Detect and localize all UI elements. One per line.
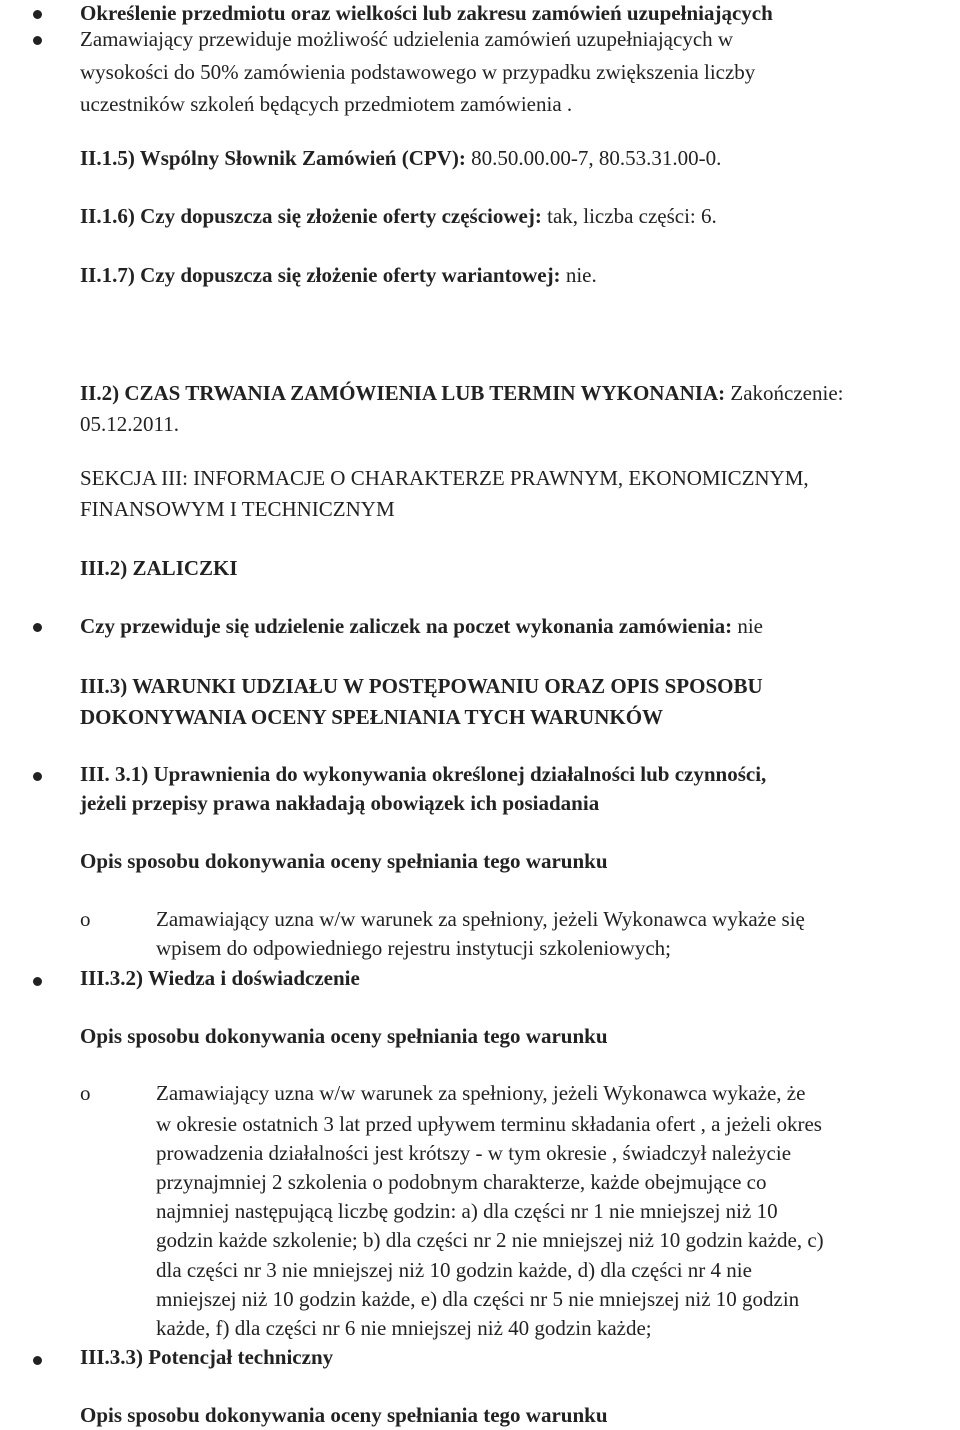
duration-value: Zakończenie: bbox=[725, 381, 844, 405]
cond-2-text: godzin każde szkolenie; b) dla części nr 2 nie mniejszej niż 10 godzin każde, c) bbox=[156, 1228, 824, 1252]
bullet bbox=[33, 1356, 42, 1365]
cond-1-heading-cont: jeżeli przepisy prawa nakładają obowiązek ich posiadania bbox=[80, 791, 600, 815]
paragraph-line: Zamawiający przewiduje możliwość udzielenia zamówień uzupełniających w bbox=[80, 27, 734, 51]
cond-2-text: mniejszej niż 10 godzin każde, e) dla części nr 5 nie mniejszej niż 10 godzin bbox=[156, 1287, 800, 1311]
bullet bbox=[33, 10, 42, 19]
zaliczki-line bbox=[80, 613, 763, 639]
cpv-value: 80.50.00.00-7, 80.53.31.00-0. bbox=[465, 146, 722, 170]
cond-2-text: każde, f) dla części nr 6 nie mniejszej niż 40 godzin każde; bbox=[156, 1316, 652, 1340]
bullet bbox=[33, 977, 42, 986]
section-3-title: SEKCJA III: INFORMACJE O CHARAKTERZE PRAWNYM, EKONOMICZNYM, bbox=[80, 466, 809, 490]
cond-2-opis: Opis sposobu dokonywania oceny spełniania tego warunku bbox=[80, 1024, 608, 1048]
bullet bbox=[33, 772, 42, 781]
paragraph-line: uczestników szkoleń będących przedmiotem zamówienia . bbox=[80, 92, 573, 116]
cond-3-heading: III.3.3) Potencjał techniczny bbox=[80, 1345, 334, 1369]
sub-bullet-marker: o bbox=[80, 1081, 91, 1105]
variant-offer-value: nie. bbox=[560, 263, 597, 287]
duration-label: II.2) CZAS TRWANIA ZAMÓWIENIA LUB TERMIN WYKONANIA: bbox=[80, 381, 726, 405]
partial-offer-label: II.1.6) Czy dopuszcza się złożenie oferty częściowej: bbox=[80, 204, 542, 228]
variant-offer-label: II.1.7) Czy dopuszcza się złożenie oferty wariantowej: bbox=[80, 263, 561, 287]
warunki-heading-cont: DOKONYWANIA OCENY SPEŁNIANIA TYCH WARUNKÓW bbox=[80, 705, 664, 729]
partial-offer-value: tak, liczba części: 6. bbox=[541, 204, 717, 228]
cond-1-heading: III. 3.1) Uprawnienia do wykonywania określonej działalności lub czynności, bbox=[80, 762, 767, 786]
cond-2-text: prowadzenia działalności jest krótszy - w tym okresie , świadczył należycie bbox=[156, 1141, 792, 1165]
bullet bbox=[33, 623, 42, 632]
duration-line bbox=[80, 380, 843, 406]
cond-2-heading: III.3.2) Wiedza i doświadczenie bbox=[80, 966, 360, 990]
zaliczki-question: Czy przewiduje się udzielenie zaliczek na poczet wykonania zamówienia: bbox=[80, 614, 733, 638]
cond-2-text: w okresie ostatnich 3 lat przed upływem terminu składania ofert , a jeżeli okres bbox=[156, 1112, 822, 1136]
zaliczki-answer: nie bbox=[732, 614, 763, 638]
cond-1-text: wpisem do odpowiedniego rejestru instytucji szkoleniowych; bbox=[156, 936, 671, 960]
cpv-line bbox=[80, 145, 721, 171]
paragraph-line: wysokości do 50% zamówienia podstawowego w przypadku zwiększenia liczby bbox=[80, 60, 756, 84]
section-3-title-cont: FINANSOWYM I TECHNICZNYM bbox=[80, 497, 395, 521]
cond-2-text: najmniej następującą liczbę godzin: a) dla części nr 1 nie mniejszej niż 10 bbox=[156, 1199, 778, 1223]
cond-2-text: przynajmniej 2 szkolenia o podobnym charakterze, każde obejmujące co bbox=[156, 1170, 767, 1194]
cond-3-opis: Opis sposobu dokonywania oceny spełniania tego warunku bbox=[80, 1403, 608, 1427]
sub-bullet-marker: o bbox=[80, 907, 91, 931]
cond-2-text: dla części nr 3 nie mniejszej niż 10 godzin każde, d) dla części nr 4 nie bbox=[156, 1258, 752, 1282]
cond-2-text: Zamawiający uzna w/w warunek za spełniony, jeżeli Wykonawca wykaże, że bbox=[156, 1081, 806, 1105]
cpv-label: II.1.5) Wspólny Słownik Zamówień (CPV): bbox=[80, 146, 466, 170]
warunki-heading: III.3) WARUNKI UDZIAŁU W POSTĘPOWANIU ORAZ OPIS SPOSOBU bbox=[80, 674, 763, 698]
cond-1-opis: Opis sposobu dokonywania oceny spełniania tego warunku bbox=[80, 849, 608, 873]
partial-offer-line bbox=[80, 203, 717, 229]
duration-date: 05.12.2011. bbox=[80, 412, 179, 436]
variant-offer-line bbox=[80, 262, 597, 288]
cond-1-text: Zamawiający uzna w/w warunek za spełniony, jeżeli Wykonawca wykaże się bbox=[156, 907, 805, 931]
zaliczki-heading: III.2) ZALICZKI bbox=[80, 556, 238, 580]
section-heading: Określenie przedmiotu oraz wielkości lub zakresu zamówień uzupełniających bbox=[80, 1, 773, 25]
bullet bbox=[33, 36, 42, 45]
